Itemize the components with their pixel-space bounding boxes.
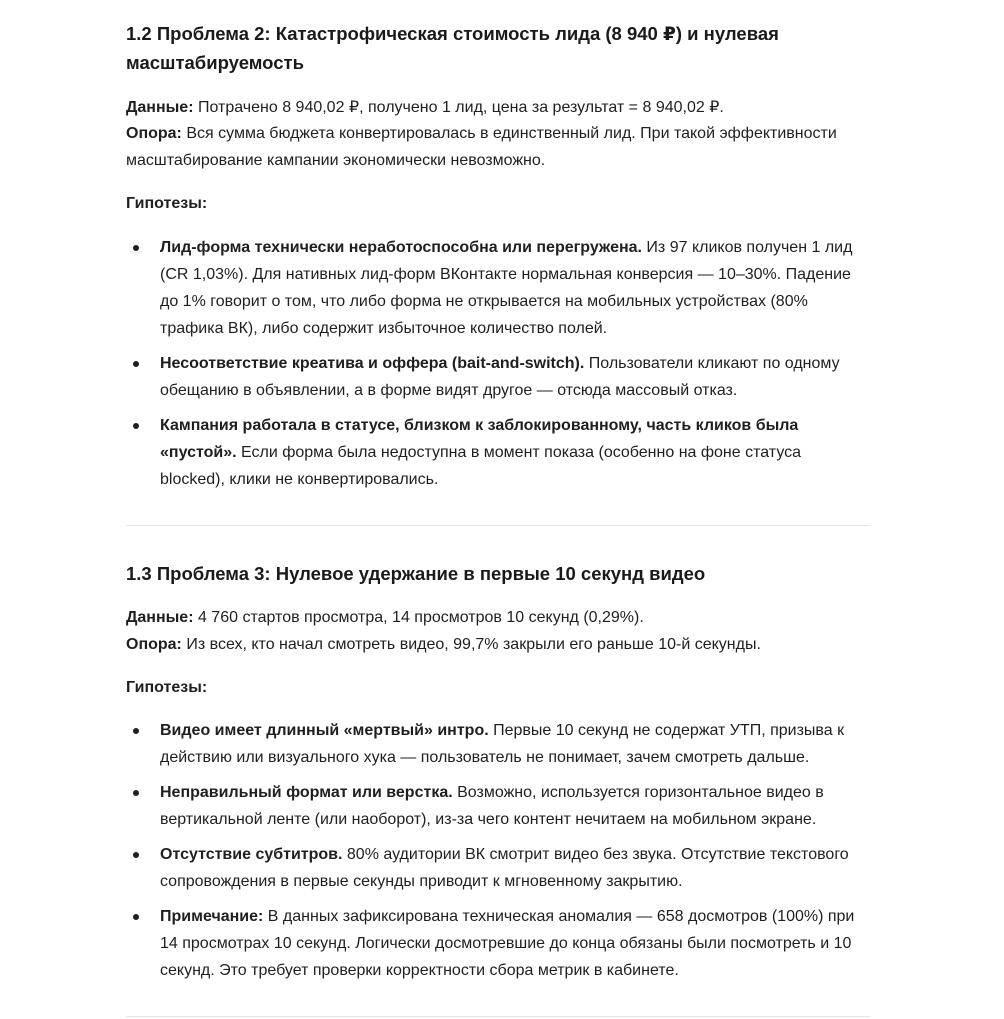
hypothesis-text: Возможно, используется горизонтальное видео в вертикальной ленте (или наоборот), из-за чего контент нечитаем на мобильном экране.: [160, 784, 824, 828]
bullet-icon: [133, 245, 139, 251]
list-item: [126, 779, 870, 833]
section-2-title: 1.2 Проблема 2: Катастрофическая стоимость лида (8 940 ₽) и нулевая масштабируемость: [126, 23, 779, 73]
hypothesis-title: Отсутствие субтитров.: [160, 846, 343, 863]
section-2-data-line: [126, 94, 870, 121]
hypothesis-text: Если форма была недоступна в момент показа (особенно на фоне статуса blocked), клики не конвертировались.: [160, 444, 802, 488]
bullet-icon: [133, 361, 139, 367]
bullet-icon: [133, 423, 139, 429]
hypothesis-text: В данных зафиксирована техническая аномалия — 658 досмотров (100%) при 14 просмотрах 10 секунд. Логически досмотревшие до конца обязаны были посмотреть и 10 секунд. Это требует проверки корректности сбора метрик в кабинете.: [160, 908, 855, 979]
hypothesis-title: Неправильный формат или верстка.: [160, 784, 453, 801]
bullet-icon: [133, 852, 139, 858]
section-3-basis-line: [126, 631, 870, 658]
section-3-hypotheses-list: [126, 717, 870, 984]
bullet-icon: [133, 728, 139, 734]
hypothesis-title: Видео имеет длинный «мертвый» интро.: [160, 722, 489, 739]
data-text: 4 760 стартов просмотра, 14 просмотров 10 секунд (0,29%).: [193, 609, 644, 626]
basis-text: Из всех, кто начал смотреть видео, 99,7% закрыли его раньше 10-й секунды.: [181, 636, 761, 653]
section-3-hypotheses-label: Гипотезы:: [126, 679, 208, 696]
section-divider: [126, 1016, 870, 1017]
list-item: [126, 903, 870, 984]
section-divider: [126, 525, 870, 526]
section-2-hypotheses-label: Гипотезы:: [126, 195, 208, 212]
basis-label: Опора:: [126, 125, 182, 142]
list-item: [126, 412, 870, 493]
section-3-title: 1.3 Проблема 3: Нулевое удержание в первые 10 секунд видео: [126, 563, 706, 584]
bullet-icon: [133, 914, 139, 920]
hypothesis-title: Примечание:: [160, 908, 264, 925]
list-item: [126, 350, 870, 404]
hypothesis-title: Лид-форма технически неработоспособна или перегружена.: [160, 239, 642, 256]
data-label: Данные:: [126, 609, 194, 626]
hypothesis-title: Несоответствие креатива и оффера (bait-and-switch).: [160, 355, 585, 372]
basis-text: Вся сумма бюджета конвертировалась в единственный лид. При такой эффективности масштабирование кампании экономически невозможно.: [126, 125, 837, 169]
hypothesis-title: Кампания работала в статусе, близком к заблокированному, часть кликов была «пустой».: [160, 417, 799, 461]
hypothesis-text: Из 97 кликов получен 1 лид (CR 1,03%). Для нативных лид-форм ВКонтакте нормальная конверсия — 10–30%. Падение до 1% говорит о том, что либо форма не открывается на мобильных устройствах (80% трафика ВК), либо содержит избыточное количество полей.: [160, 239, 853, 337]
section-2-basis-line: [126, 120, 870, 174]
basis-label: Опора:: [126, 636, 182, 653]
hypothesis-text: Первые 10 секунд не содержат УТП, призыва к действию или визуального хука — пользователь не понимает, зачем смотреть дальше.: [160, 722, 845, 766]
data-text: Потрачено 8 940,02 ₽, получено 1 лид, цена за результат = 8 940,02 ₽.: [193, 99, 724, 116]
hypothesis-text: 80% аудитории ВК смотрит видео без звука. Отсутствие текстового сопровождения в первые секунды приводит к мгновенному закрытию.: [160, 846, 849, 890]
bullet-icon: [133, 790, 139, 796]
hypothesis-text: Пользователи кликают по одному обещанию в объявлении, а в форме видят другое — отсюда массовый отказ.: [160, 355, 840, 399]
data-label: Данные:: [126, 99, 194, 116]
list-item: [126, 234, 870, 342]
list-item: [126, 841, 870, 895]
list-item: [126, 717, 870, 771]
section-3-data-line: [126, 604, 870, 631]
section-2-hypotheses-list: [126, 234, 870, 493]
